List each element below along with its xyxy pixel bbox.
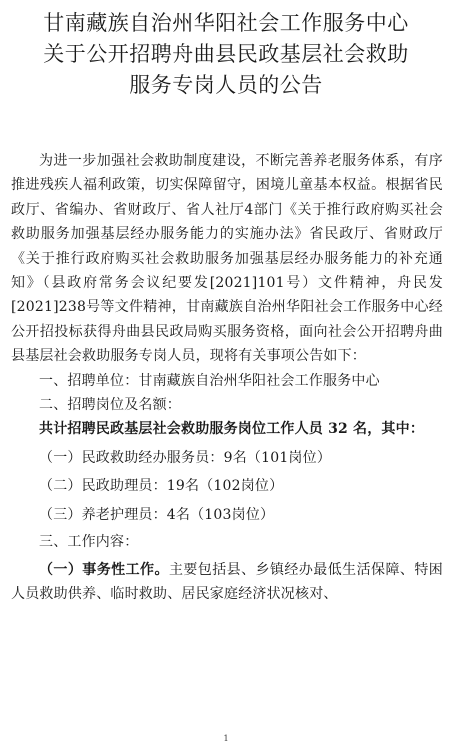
document-title [0,0,452,101]
position-item: （一）民政救助经办服务员：9名（101岗位） [39,449,332,466]
title-line-3: 服务专岗人员的公告 [129,73,323,97]
intro-paragraph: 为进一步加强社会救助制度建设，不断完善养老服务体系，有序推进残疾人福利政策，切实保障留守，困境儿童基本权益。根据省民政厅、省编办、省财政厅、省人社厅4部门《关于推行政府购买社会救助服务加强基层经办服务能力的实施办法》省民政厅、省财政厅《关于推行政府购买社会救助服务加强基层经办服务能力的补充通知》（县政府常务会议纪要发[2021]101号）文件精神，舟民发[2021]238号等文件精神，甘南藏族自治州华阳社会工作服务中心经公开招投标获得舟曲县民政局购买服务资格，面向社会公开招聘舟曲县基层社会救助服务专岗人员，现将有关事项公告如下： [11,153,443,365]
section-positions-heading: 二、招聘岗位及名额： [39,397,181,414]
document-body [11,149,443,606]
work-content-label: （一）事务性工作。 [39,561,169,578]
page-number: 1 [223,734,229,743]
work-content-text: 主要包括县、乡镇经办最低生活保障、特困人员救助供养、临时救助、居民家庭经济状况核对、 [11,561,443,602]
work-content-item [11,558,443,607]
position-item: （三）养老护理员：4名（103岗位） [39,506,275,523]
section-heading: 一、招聘单位： [39,372,139,389]
recruiting-unit-value: 甘南藏族自治州华阳社会工作服务中心 [138,372,380,389]
section-work-content-heading: 三、工作内容： [39,534,139,551]
section-recruiting-unit [11,369,443,393]
positions-total: 共计招聘民政基层社会救助服务岗位工作人员 32 名，其中： [39,421,425,438]
title-line-2: 关于公开招聘舟曲县民政基层社会救助 [43,42,409,66]
position-item: （二）民政助理员：19名（102岗位） [39,478,284,495]
title-line-1: 甘南藏族自治州华阳社会工作服务中心 [43,11,409,35]
